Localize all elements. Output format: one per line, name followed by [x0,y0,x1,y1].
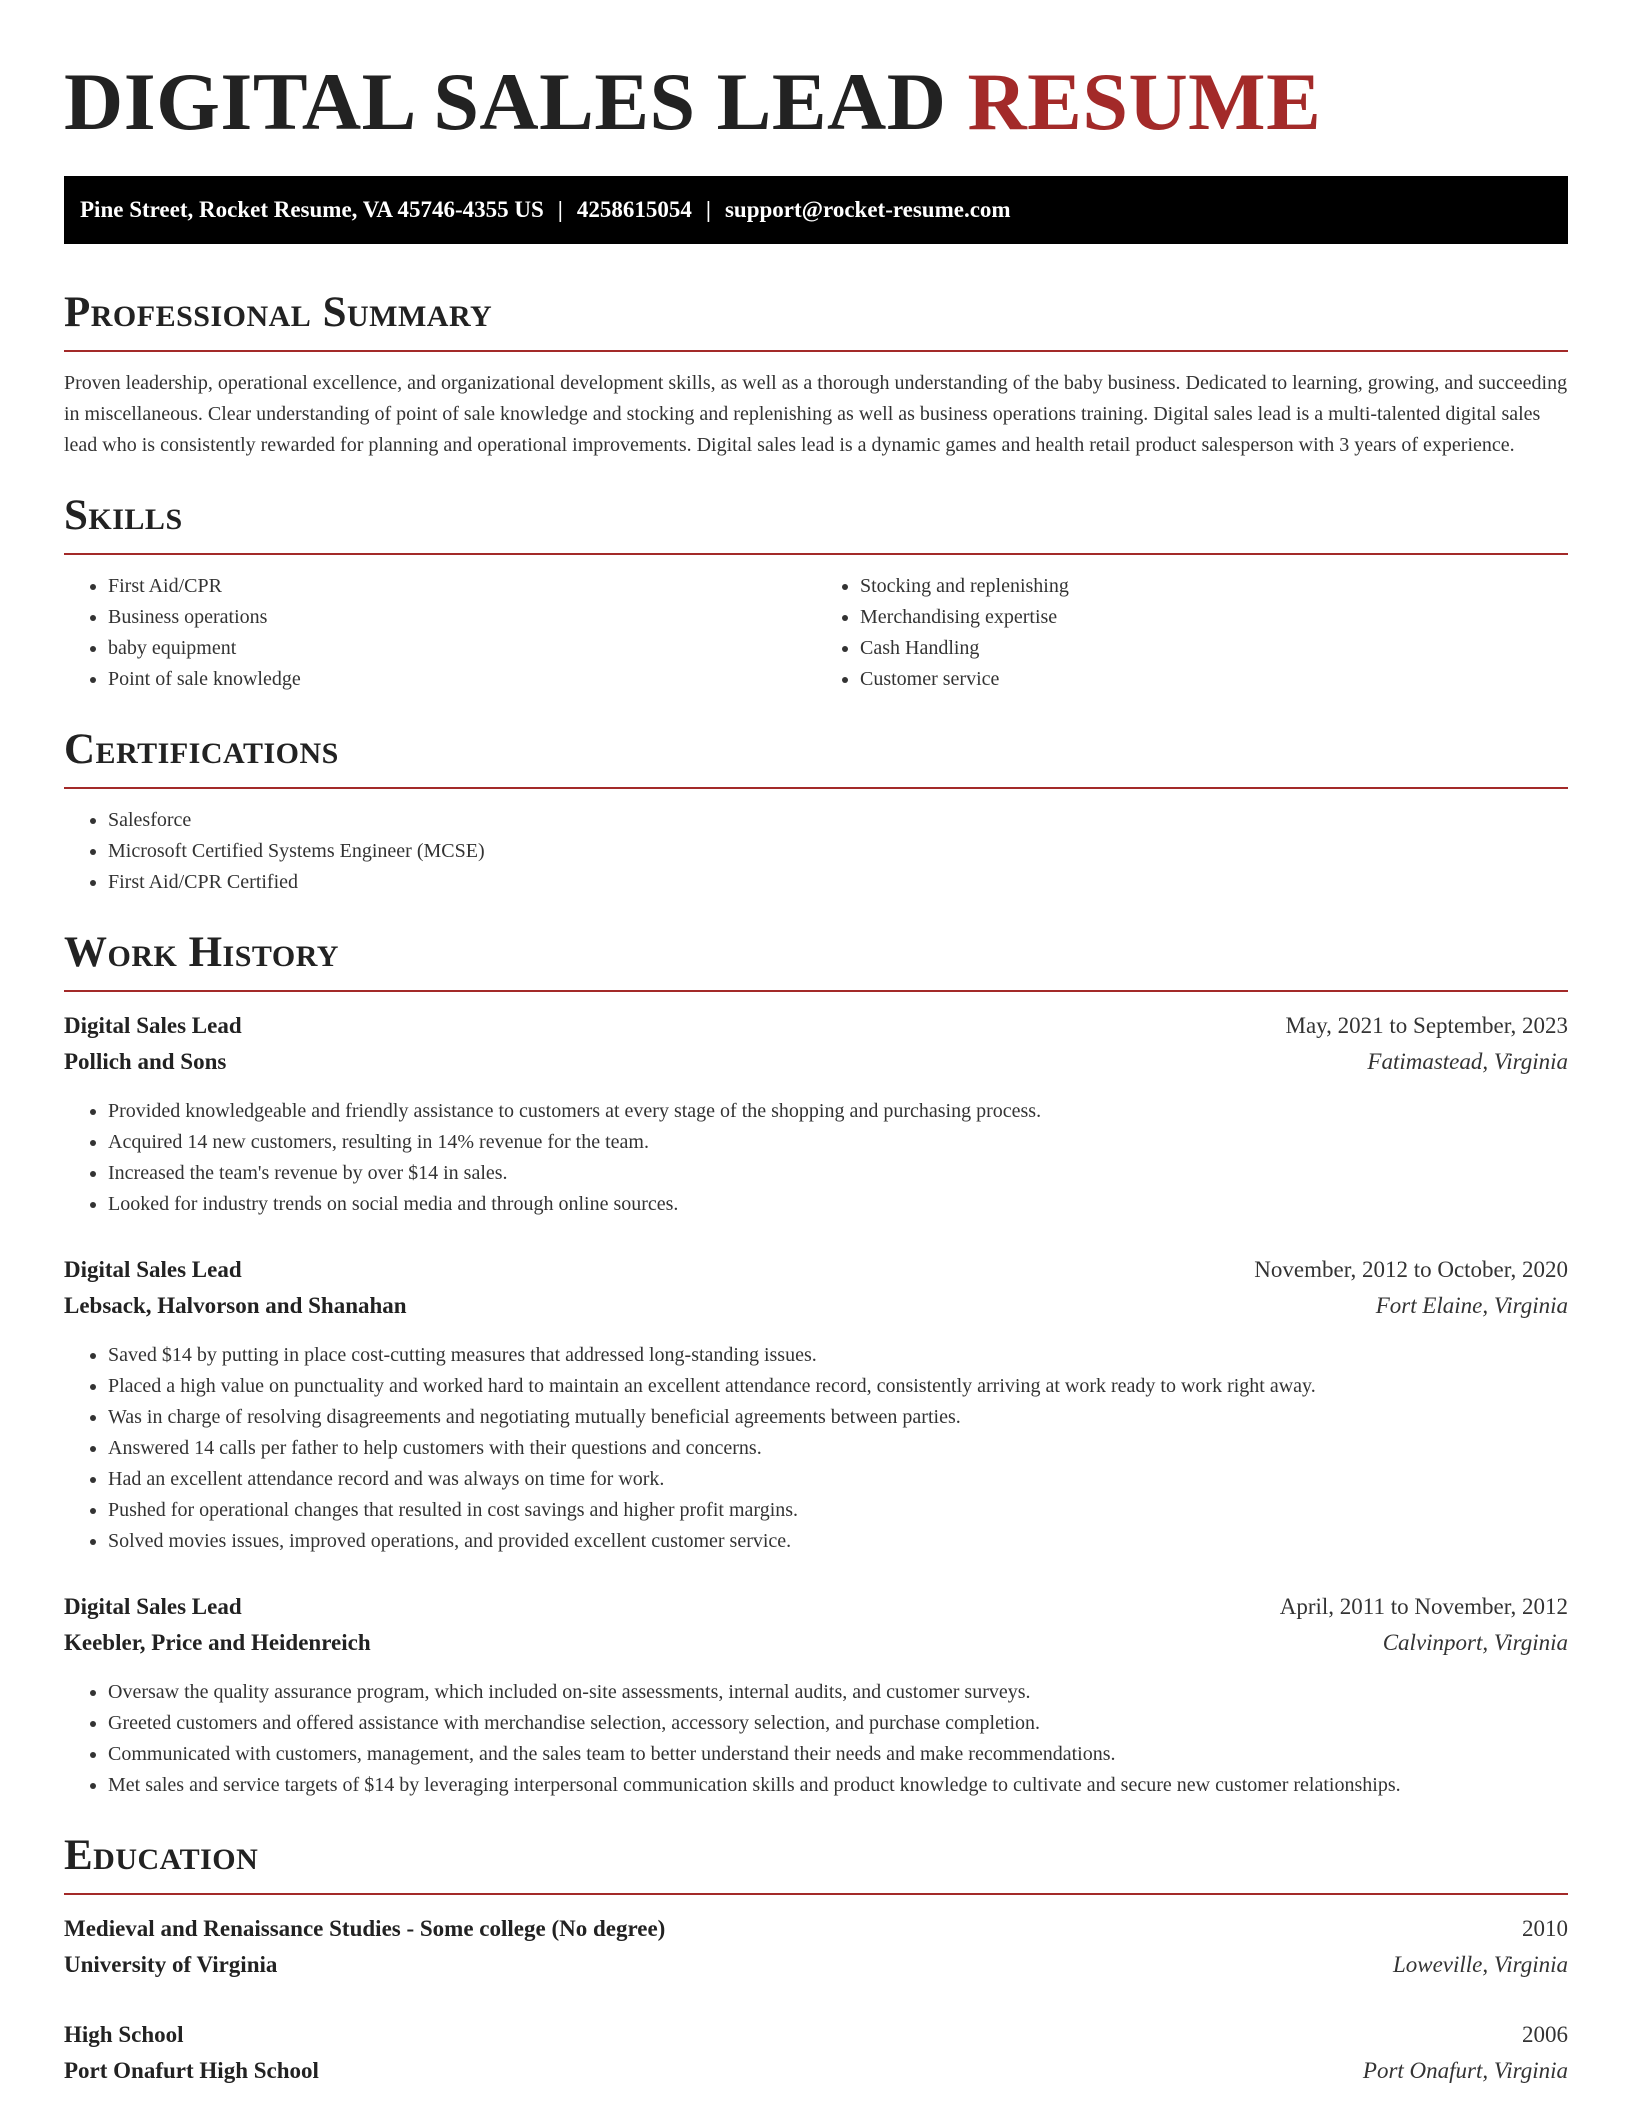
contact-email: support@rocket-resume.com [724,197,1011,222]
list-item: • Microsoft Certified Systems Engineer (MCSE) [108,836,1568,867]
section-title-skills: Skills [64,492,183,539]
list-item: • Provided knowledgeable and friendly assistance to customers at every stage of the shopping and purchasing process. [108,1096,1568,1127]
list-item: • Communicated with customers, management, and the sales team to better understand their needs and make recommendations. [108,1739,1568,1770]
contact-bar [64,176,1568,244]
section-title-summary: Professional Summary [64,289,493,336]
list-item: • Salesforce [108,805,1568,836]
list-item: • baby equipment [108,633,816,664]
list-item: • Increased the team's revenue by over $14 in sales. [108,1158,1568,1189]
job-company: Keebler, Price and Heidenreich [64,1630,371,1655]
contact-address: Pine Street, Rocket Resume, VA 45746-4355 US [80,197,544,222]
education-location: Loweville, Virginia [1392,1952,1568,1977]
skills-grid [64,555,1568,695]
list-item: • Met sales and service targets of $14 by leveraging interpersonal communication skills and product knowledge to cultivate and secure new customer relationships. [108,1770,1568,1801]
education-school: University of Virginia [64,1952,278,1977]
contact-phone: 4258615054 [576,197,692,222]
job-bullets [64,1677,1568,1801]
education-section [64,1829,1568,2089]
section-divider [64,990,1568,992]
contact-separator: | [557,197,563,222]
work-history-section [64,926,1568,1801]
job-location: Calvinport, Virginia [1382,1630,1568,1655]
skills-list-right [816,571,1568,695]
list-item: • First Aid/CPR Certified [108,867,1568,898]
list-item: • Greeted customers and offered assistance with merchandise selection, accessory selection, and purchase completion. [108,1708,1568,1739]
job-entry [64,1252,1568,1557]
job-bullets [64,1096,1568,1220]
list-item: • Looked for industry trends on social media and through online sources. [108,1189,1568,1220]
job-bullets [64,1340,1568,1557]
list-item: • Customer service [860,664,1568,695]
education-school-row [64,1947,1568,1983]
list-item: • Had an excellent attendance record and was always on time for work. [108,1464,1568,1495]
summary-text: Proven leadership, operational excellence, and organizational development skills, as well as a thorough understanding of the baby business. Dedicated to learning, growing, and succeeding in miscellaneous. Clear understanding of point of sale knowledge and stocking and replenishing as well as business operations training. Digital sales lead is a multi-talented digital sales lead who is consistently rewarded for planning and operational improvements. Digital sales lead is a dynamic games and health retail product salesperson with 3 years of experience. [64,372,1568,456]
education-entry [64,2017,1568,2089]
job-company-row [64,1044,1568,1080]
section-divider [64,350,1568,352]
list-item: • Placed a high value on punctuality and worked hard to maintain an excellent attendance record, consistently arriving at work ready to work right away. [108,1371,1568,1402]
education-school: Port Onafurt High School [64,2058,319,2083]
job-header-row [64,1252,1568,1288]
education-entry [64,1911,1568,1983]
education-year: 2006 [1522,2022,1568,2047]
list-item: • Saved $14 by putting in place cost-cutting measures that addressed long-standing issues. [108,1340,1568,1371]
title-accent: RESUME [967,56,1322,147]
list-item: • Point of sale knowledge [108,664,816,695]
job-company: Lebsack, Halvorson and Shanahan [64,1293,407,1318]
list-item: • Was in charge of resolving disagreements and negotiating mutually beneficial agreements between parties. [108,1402,1568,1433]
education-degree: Medieval and Renaissance Studies - Some college (No degree) [64,1916,666,1941]
list-item: • Acquired 14 new customers, resulting in 14% revenue for the team. [108,1127,1568,1158]
list-item: • Business operations [108,602,816,633]
job-company: Pollich and Sons [64,1049,227,1074]
list-item: • Pushed for operational changes that resulted in cost savings and higher profit margins. [108,1495,1568,1526]
list-item: • Oversaw the quality assurance program, which included on-site assessments, internal audits, and customer surveys. [108,1677,1568,1708]
job-dates: April, 2011 to November, 2012 [1279,1594,1568,1619]
contact-separator: | [705,197,711,222]
job-entry [64,1589,1568,1801]
job-dates: May, 2021 to September, 2023 [1285,1013,1568,1038]
education-location: Port Onafurt, Virginia [1362,2058,1568,2083]
job-header-row [64,1008,1568,1044]
education-header-row [64,2017,1568,2053]
resume-title [64,0,1568,152]
job-company-row [64,1288,1568,1324]
job-title: Digital Sales Lead [64,1257,242,1282]
list-item: • Cash Handling [860,633,1568,664]
section-title-certifications: Certifications [64,726,339,773]
list-item: • Stocking and replenishing [860,571,1568,602]
title-main: DIGITAL SALES LEAD [64,56,968,147]
section-divider [64,1893,1568,1895]
list-item: • Solved movies issues, improved operations, and provided excellent customer service. [108,1526,1568,1557]
job-entry [64,1008,1568,1220]
skills-section [64,489,1568,695]
education-degree: High School [64,2022,184,2047]
job-location: Fort Elaine, Virginia [1375,1293,1568,1318]
job-location: Fatimastead, Virginia [1367,1049,1568,1074]
skills-list-left [64,571,816,695]
certifications-section [64,723,1568,898]
job-header-row [64,1589,1568,1625]
section-divider [64,787,1568,789]
list-item: • Merchandising expertise [860,602,1568,633]
job-company-row [64,1625,1568,1661]
list-item: • First Aid/CPR [108,571,816,602]
summary-section [64,286,1568,461]
education-school-row [64,2053,1568,2089]
section-title-work-history: Work History [64,929,339,976]
job-title: Digital Sales Lead [64,1594,242,1619]
education-year: 2010 [1522,1916,1568,1941]
job-title: Digital Sales Lead [64,1013,242,1038]
list-item: • Answered 14 calls per father to help customers with their questions and concerns. [108,1433,1568,1464]
certifications-list [64,805,1568,898]
education-header-row [64,1911,1568,1947]
section-title-education: Education [64,1832,259,1879]
job-dates: November, 2012 to October, 2020 [1254,1257,1568,1282]
